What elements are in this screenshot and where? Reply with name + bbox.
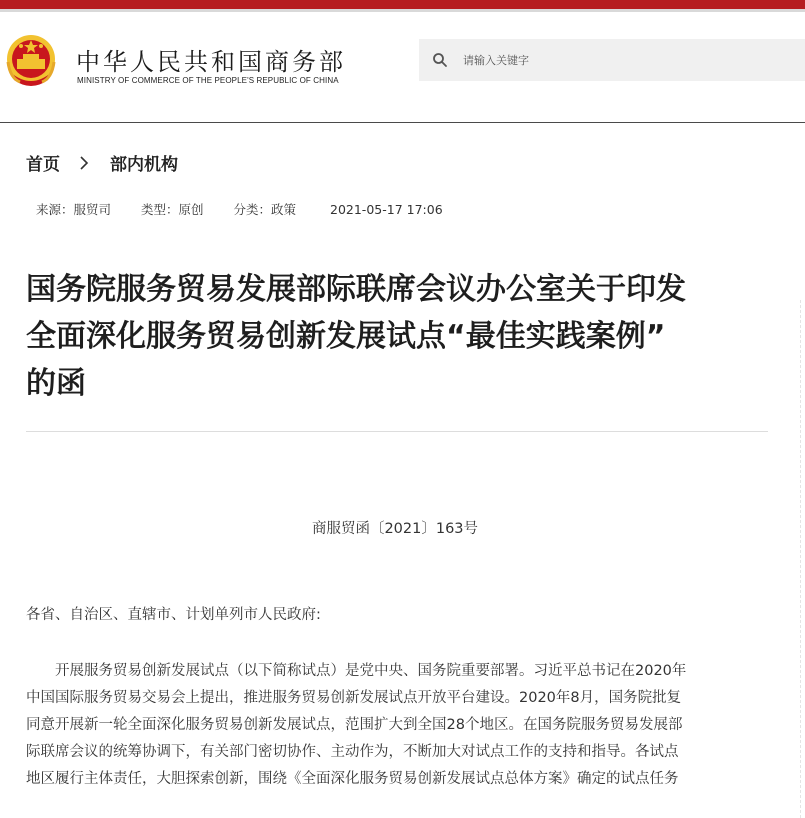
body-line: 同意开展新一轮全面深化服务贸易创新发展试点，范围扩大到全国28个地区。在国务院服务贸易发展部 [26, 717, 683, 733]
search-input[interactable] [463, 49, 783, 71]
body-line: 中国国际服务贸易交易会上提出，推进服务贸易创新发展试点开放平台建设。2020年8月，国务院批复 [26, 690, 682, 706]
body-line: 地区履行主体责任，大胆探索创新，围绕《全面深化服务贸易创新发展试点总体方案》确定的试点任务 [26, 771, 679, 787]
site-name-english[interactable]: MINISTRY OF COMMERCE OF THE PEOPLE'S REPUBLIC OF CHINA [77, 76, 339, 85]
chevron-right-icon [76, 155, 92, 171]
title-line: 国务院服务贸易发展部际联席会议办公室关于印发 [26, 272, 686, 307]
body-line: 开展服务贸易创新发展试点（以下简称试点）是党中央、国务院重要部署。习近平总书记在2020年 [55, 663, 687, 679]
search-icon[interactable] [432, 52, 448, 68]
body-line: 际联席会议的统筹协调下，有关部门密切协作、主动作为，不断加大对试点工作的支持和指导。各试点 [26, 744, 679, 760]
site-name[interactable]: 中华人民共和国商务部 [76, 48, 346, 76]
meta-datetime: 2021-05-17 17:06 [330, 202, 443, 217]
title-line: 的函 [26, 366, 86, 401]
breadcrumb [26, 150, 178, 175]
national-emblem-icon[interactable] [4, 32, 58, 90]
title-line: 全面深化服务贸易创新发展试点“最佳实践案例” [26, 319, 666, 354]
top-accent-bar [0, 0, 805, 9]
meta-category: 分类：政策 [233, 202, 297, 217]
meta-source: 来源：服贸司 [36, 202, 112, 217]
search-box[interactable] [419, 39, 805, 81]
salutation: 各省、自治区、直辖市、计划单列市人民政府: [26, 607, 321, 623]
meta-type: 类型：原创 [141, 202, 204, 217]
article-meta [36, 200, 443, 218]
page-scroll-edge[interactable] [800, 300, 805, 818]
breadcrumb-section-link[interactable]: 部内机构 [110, 155, 178, 175]
title-divider [26, 431, 768, 432]
body-paragraph [26, 658, 796, 793]
breadcrumb-home-link[interactable]: 首页 [26, 155, 60, 175]
header-divider [0, 122, 805, 123]
article-title [26, 266, 786, 407]
document-number: 商服贸函〔2021〕163号 [311, 521, 479, 537]
